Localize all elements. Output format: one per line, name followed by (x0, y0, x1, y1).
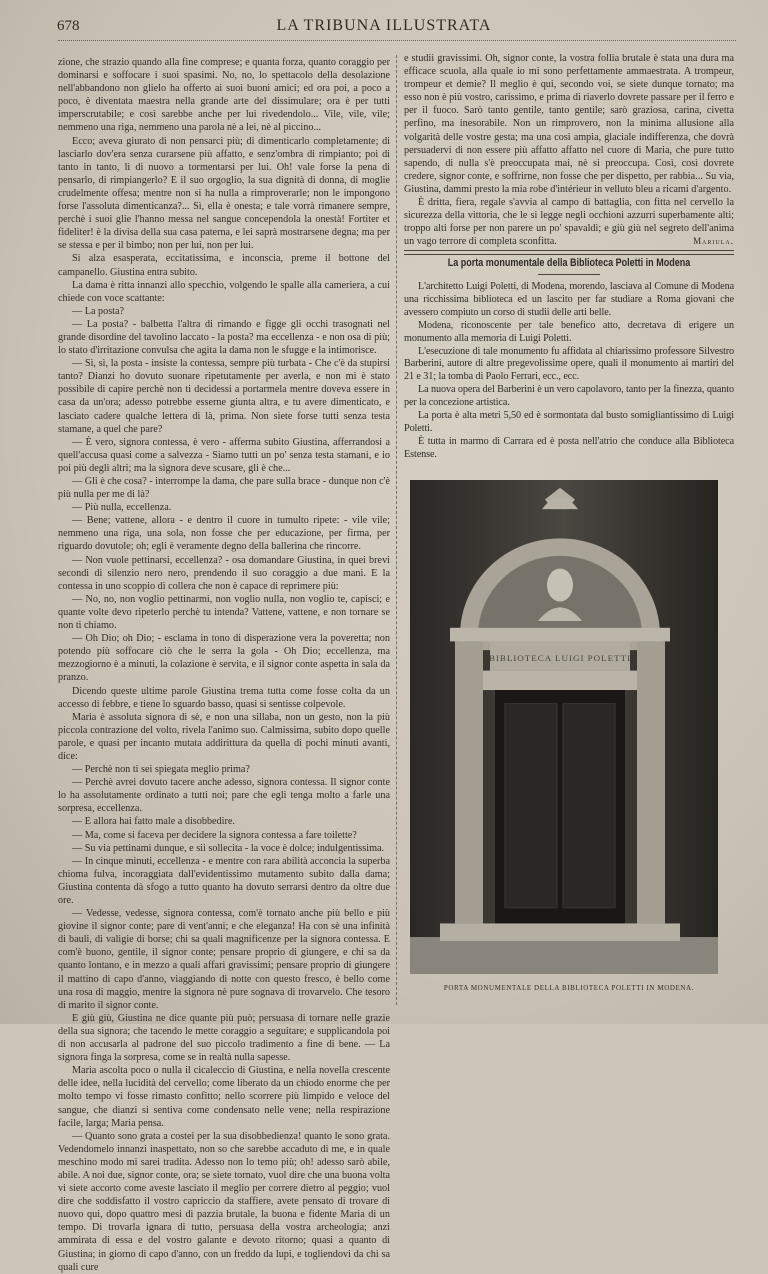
page-number: 678 (57, 18, 80, 34)
section-rule (404, 254, 734, 255)
paragraph: — Gli è che cosa? - interrompe la dama, che pare sulla brace - dunque non c'è più nulla per me di là? (58, 476, 390, 501)
paragraph: — Ma, come si faceva per decidere la signora contessa a fare toilette? (72, 829, 357, 841)
paragraph: — La posta? - balbetta l'altra di rimando e figge gli occhi trasognati nel grande disordine del tavolino laccato - la posta? ma eccellenza - e non osa di più; lo stato d'irritazione convulsa che agita la dama non le sfugge e la intimorisce. (58, 318, 390, 357)
paragraph: — Oh Dio; oh Dio; - esclama in tono di disperazione vera la poveretta; non potendo più soffocare ciò che le serra la gola - Oh Dio; eccellenza, ma mezzogiorno è a minuti, la colazione è servita, e il signor conte aspetta in sala da pranzo. (58, 633, 390, 684)
paragraph: — Vedesse, vedesse, signora contessa, com'è tornato anche più bello e più giovine il signor conte; pare di vent'anni; e che eleganza! Ha con sè una infinità di bauli, di valigie di borse; chi sa quali magnificenze per la signora contessa. E com'è buono, gentile, il signor conte; pensare proprio di giungere, e chi sa da quanto lontano, e in mezzo a quali affari gravissimi; pensare proprio di giungere il mattino di capo d'anno, viaggiando di notte con questo fresco, è bello come una rosa di maggio, mentre la signora nè pure sognava di trovarvelo. Che tesoro di marito il signor conte. (58, 908, 390, 1011)
portal-photograph (410, 480, 718, 974)
paragraph: — E allora hai fatto male a disobbedire. (72, 816, 235, 828)
paragraph: — Perchè avrei dovuto tacere anche adesso, signora contessa. Il signor conte lo ha assolutamente ordinato a tutti noi; pare che egli tenga molto a farle una sorpresa, eccellenza. (58, 777, 390, 815)
title-rule (538, 274, 600, 275)
paragraph: — Su via pettinami dunque, e sii sollecita - la voce è dolce; indulgentissima. (72, 842, 385, 854)
column-divider (396, 55, 397, 1005)
header-rule (58, 40, 736, 41)
article-body (404, 281, 734, 462)
paragraph: zione, che strazio quando alla fine comprese; e quanta forza, quanto coraggio per dominarsi e soffocare i suoi spasimi. No, no, lo spettacolo della desolazione nell'abbandono non glielo ha offerto ai suoi buoni amici; ed ora poi, a poco a poco, è diventata maestra nella grande arte del dissimulare; ora è per tutti imperscrutabile; e così sarebbe anche per lui rivedendolo... Vile, vile, vile; nemmeno una riga, nemmeno una parola nè a lei, nè al piccino... (58, 57, 390, 134)
paragraph: Si alza esasperata, eccitatissima, e inconscia, preme il bottone del campanello. Giustina entra subito. (58, 253, 390, 278)
masthead: LA TRIBUNA ILLUSTRATA (276, 17, 492, 34)
left-column (58, 56, 390, 1274)
paragraph: — Sì, sì, la posta - insiste la contessa, sempre più turbata - Che c'è da stupirsi tanto? Dianzi ho dovuto suonare ripetutamente per averla, e non mi è stato possibile di capire perchè non ti decidessi a portarmela mentre doveva essere in casa da un'ora; adesso potrebbe esserne giunta altra, e tu avere dimenticato, e lasciato cadere qualche lettera di là, prima. Non siete forse tutti senza testa stamane, a quel che pare? (58, 358, 390, 435)
paragraph: Modena, riconoscente per tale benefico atto, decretava di erigere un monumento alla memoria di Luigi Poletti. (404, 319, 734, 344)
portal-inscription: BIBLIOTECA LUIGI POLETTI (488, 652, 632, 663)
paragraph: — In cinque minuti, eccellenza - e mentre con rara abilità acconcia la superba chioma fulva, incoraggiata dall'evidentissimo mutamento subito dalla dama; Giustina contenta dà sfogo a tutto quanto ha dovuto serrarsi dentro da oltre due ore. (58, 855, 390, 906)
paragraph: — Non vuole pettinarsi, eccellenza? - osa domandare Giustina, in quei brevi secondi di silenzio nero nero, prendendo il suo coraggio a due mani. E la contessa in uno scoppio di collera che non è capace di reprimere più: (58, 554, 390, 592)
paragraph: Maria è assoluta signora di sè, e non una sillaba, non un gesto, non la più piccola contrazione del volto, rivela l'animo suo. Calmissima, subito dopo quelle parole, e quasi per incanto mutata addirittura da quella di pochi minuti avanti, dice: (58, 711, 390, 762)
paragraph: E giù giù, Giustina ne dice quante più può; persuasa di tornare nelle grazie della sua signora; che tacendo le mette coraggio a seguitare; e supplicandola poi di non accusarla al padrone del suo piccolo tradimento a fine di bene. — La signora finga la sorpresa, come se in realtà nulla sapesse. (58, 1012, 390, 1064)
paragraph: Ecco; aveva giurato di non pensarci più; di dimenticarlo completamente; di lasciarlo dov'era senza curarsene più affatto, e senz'ombra di rimpianto; poi di tanto in tanto, lì di nuovo a tormentarsi per lui. Oh! vale forse la pena di pensarlo, di rimpiangerlo? E il suo orgoglio, la sua dignità di donna, di moglie crudelmente offesa; mentre non si ha nulla a rimproverarle; non le impongono forse l'assoluta dimenticanza?... Sì, ella è onesta; e tale vorrà rimanere sempre, perchè i suoi glie l'hanno messa nel sangue concependola la onestà! Fortiter et fideliter! è la divisa della sua casa paterna, e lei saprà mostrarsene degna; ma per se stessa e per il bimbo; non per lui, non per lui. (58, 135, 390, 252)
author-signature: Mariula. (693, 236, 734, 246)
paragraph: La porta è alta metri 5,50 ed è sormontata dal busto somigliantissimo di Luigi Poletti. (404, 410, 734, 434)
paragraph: L'architetto Luigi Poletti, di Modena, morendo, lasciava al Comune di Modena una ricchissima biblioteca ed un lascito per far studiare a Roma giovani che avessero compiuto un corso di studii delle arti belle. (404, 281, 734, 318)
paragraph: — È vero, signora contessa, è vero - afferma subito Giustina, afferrandosi a quell'accusa quasi come a salvezza - Siamo tutti un po' senza testa stamani, e io poi più degli altri; ma la signora deve scusare, gli è che... (58, 436, 390, 474)
paragraph: — Più nulla, eccellenza. (72, 502, 172, 514)
paragraph: — Quanto sono grata a costei per la sua disobbedienza! quanto le sono grata. Vedendomelo innanzi inaspettato, non so che sarebbe accaduto di me, e in quale meschino modo mi sarei tradita. Adesso non lo temo più; oh! adesso sarò abile, abile. A noi due, signor conte, ora; se siete tornato, vuol dire che una buona volta vi siete accorto come aveste lasciato il meglio per correre dietro al peggio; vuol dire che soddisfatto il vostro capriccio da staffiere, avete pensato di trovare di nuovo qui, dopo quattro mesi di pazzia brutale, la buona e fidente Maria di un tempo. Di trovarla ignara di tutto, persuasa della vostra archeologia; anzi ammirata di essa e del vostro galante e devoto ritorno; quasi a quanto di Giustina; in giorno di capo d'anno, con un freddo da lupi, e togliendovi da chi sa quali cure (58, 1130, 390, 1273)
paragraph: È tutta in marmo di Carrara ed è posta nell'atrio che conduce alla Biblioteca Estense. (404, 435, 734, 460)
paragraph: Dicendo queste ultime parole Giustina trema tutta come fosse colta da un accesso di febbre, e tiene lo sguardo basso, quasi si sentisse colpevole. (58, 685, 390, 710)
paragraph: — No, no, non voglio pettinarmi, non voglio nulla, non voglio te, capisci; e quante volte devo ripeterlo perchè tu intenda? Vattene, vattene, e non tornare se non ti chiamo. (58, 593, 390, 632)
paragraph: — Bene; vattene, allora - e dentro il cuore in tumulto ripete: - vile vile; nemmeno una riga, una sola, non fosse che per educazione, per firma, per riguardo dovutole; oh; egli è veramente degno della ballerina che rincorre. (58, 515, 390, 553)
paragraph: — La posta? (72, 305, 125, 317)
paragraph: È dritta, fiera, regale s'avvia al campo di battaglia, con fitta nel cervello la sicurezza della vittoria, che le si legge negli occhioni azzurri superbamente alti; troppo alti forse per non parere un po' spavaldi; e giù giù nel segreto dell'anima un vago terrore di completa sconfitta. (404, 197, 734, 248)
paragraph: e studii gravissimi. Oh, signor conte, la vostra follia brutale è stata una dura ma efficace scuola, alla quale io mi sono perfettamente ammaestrata. A trompeur, trompeur et demie? Il meglio è qui, secondo voi, se siete dunque tornato; ma esso non è più vostro, carissimo, e prima di riaverlo dovrete passare per il ferro e per il fuoco. Sarò tanto gentile, tanto gentile; sarò graziosa, carina, civetta perfino, ma inesorabile. Non un rimprovero, non la minima allusione alla volgarità delle vostre gesta; ma una così ampia, glaciale indifferenza, che dovrà persuadervi di non essere più affatto affatto nel cuore di Maria, che pure tutto sapendo, di nulla s'è preoccupata mai, nè si preoccupa. Così, così dovrete credere, signor conte, e soffrirne, non fosse che per dispetto, per rabbia... Su via, Giustina, dammi presto la mia robe d'intérieur in velluto bleu a ricami d'argento. (404, 53, 734, 195)
paragraph: La dama è ritta innanzi allo specchio, volgendo le spalle alla cameriera, a cui chiede con voce scattante: (58, 279, 390, 304)
photo-caption: PORTA MONUMENTALE DELLA BIBLIOTECA POLETTI IN MODENA. (443, 984, 695, 992)
paragraph: La nuova opera del Barberini è un vero capolavoro, tanto per la finezza, quanto per la concezione artistica. (404, 384, 734, 409)
paragraph: L'esecuzione di tale monumento fu affidata al chiarissimo professore Silvestro Barberini, autore di altre pregevolissime opere, quali il monumento ai martiri del 21 e 31; la tomba di Paolo Ferrari, ecc., ecc. (404, 345, 734, 383)
article-title: La porta monumentale della Biblioteca Poletti in Modena (447, 257, 691, 269)
right-column-story (404, 52, 734, 248)
paragraph: — Perchè non ti sei spiegata meglio prima? (72, 764, 250, 776)
paragraph: Maria ascolta poco o nulla il cicaleccio di Giustina, e nella novella crescente delle idee, nella lucidità del cervello; come liberato da un chiodo enorme che per molto tempo vi fosse rimasto confitto; nello scorrere più limpido e veloce del sangue, che dianzi si sentiva come condensato nelle vene; nella respirazione facile, larga; Maria pensa. (58, 1065, 390, 1129)
section-rule (404, 250, 734, 251)
